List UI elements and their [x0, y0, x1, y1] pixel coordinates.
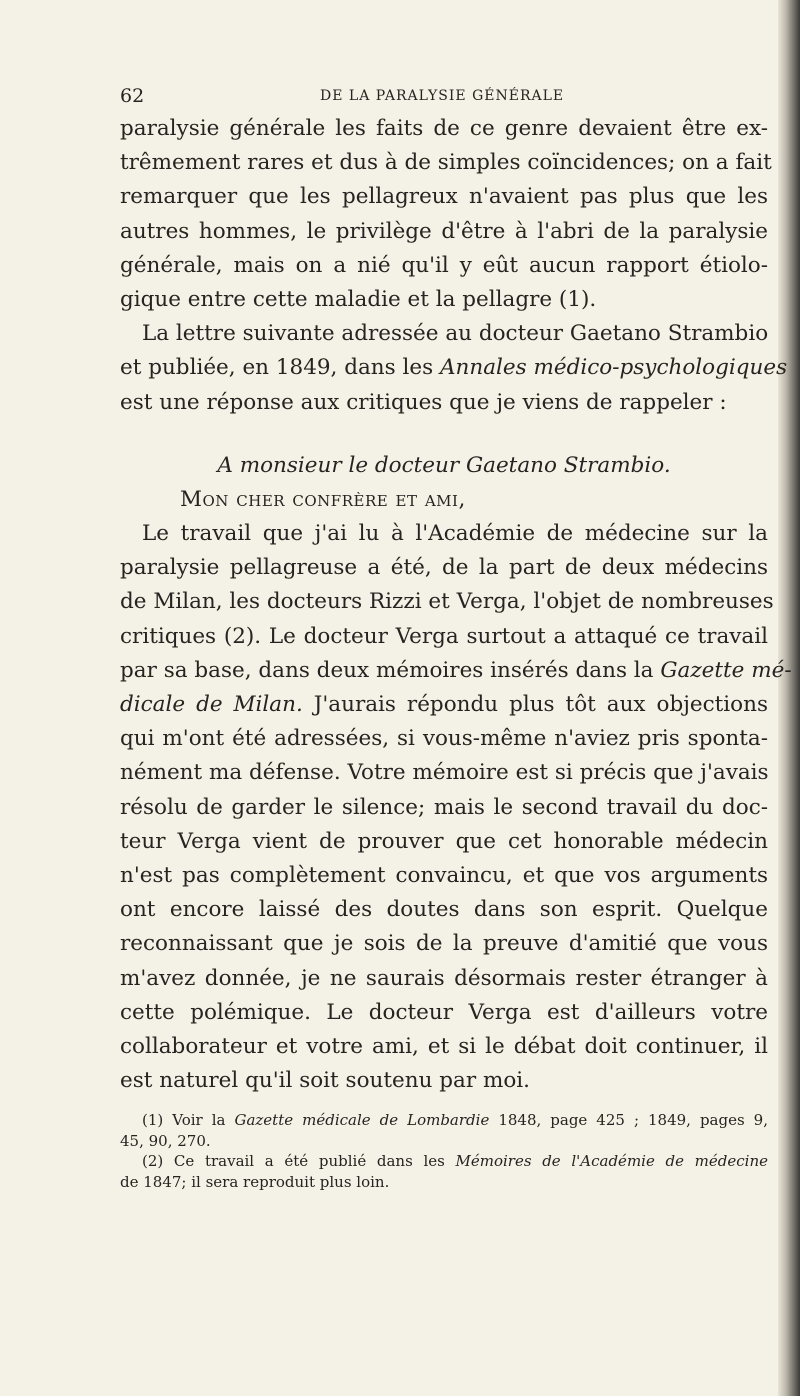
letter-address: [120, 449, 768, 483]
text-line: qui m'ont été adressées, si vous-même n'aviez pris sponta-: [120, 726, 768, 752]
text-line: critiques (2). Le docteur Verga surtout a attaqué ce travail: [120, 623, 768, 649]
text-line: [120, 688, 768, 722]
text-run: par sa base, dans deux mémoires insérés dans la: [120, 657, 661, 683]
text-line: [120, 654, 792, 688]
footnote-2: [120, 1151, 768, 1172]
journal-title: Gazette médicale de Lombardie: [234, 1111, 490, 1129]
text-run: (1) Voir la: [142, 1111, 235, 1129]
footnote-1: [120, 1110, 768, 1131]
text-line: reconnaissant que je sois de la preuve d'amitié que vous: [120, 931, 768, 957]
text-line: cette polémique. Le docteur Verga est d'ailleurs votre: [120, 999, 768, 1025]
text-line: trêmement rares et dus à de simples coïncidences; on a fait: [120, 150, 772, 176]
page-edge-shadow: [778, 0, 800, 1396]
text-line: paralysie générale les faits de ce genre devaient être ex-: [120, 116, 768, 141]
text-line: est une réponse aux critiques que je viens de rappeler :: [120, 389, 727, 415]
footnote-1-continued: 45, 90, 270.: [120, 1131, 211, 1150]
text-run: et publiée, en 1849, dans les: [120, 355, 440, 381]
text-line: est naturel qu'il soit soutenu par moi.: [120, 1068, 530, 1094]
text-line: nément ma défense. Votre mémoire est si précis que j'avais: [120, 760, 769, 786]
text-line: [120, 351, 788, 385]
text-line: collaborateur et votre ami, et si le débat doit continuer, il: [120, 1033, 768, 1059]
text-line: Le travail que j'ai lu à l'Académie de médecine sur la: [142, 521, 768, 547]
body-text: [120, 112, 792, 1098]
text-line: gique entre cette maladie et la pellagre (1).: [120, 286, 597, 312]
text-line: La lettre suivante adressée au docteur Gaetano Strambio: [142, 321, 769, 347]
text-line: de Milan, les docteurs Rizzi et Verga, l'objet de nombreuses: [120, 589, 774, 615]
journal-title: dicale de Milan.: [120, 692, 303, 717]
footnotes: [120, 1110, 768, 1192]
text-line: n'est pas complètement convaincu, et que vos arguments: [120, 862, 768, 888]
text-run: (2) Ce travail a été publié dans les: [142, 1152, 456, 1170]
text-run: 1848, page 425 ; 1849, pages 9,: [489, 1111, 768, 1129]
text-line: résolu de garder le silence; mais le second travail du doc-: [120, 794, 768, 820]
text-line: paralysie pellagreuse a été, de la part de deux médecins: [120, 555, 768, 581]
page-header: [120, 85, 770, 109]
text-line: remarquer que les pellagreux n'avaient pas plus que les: [120, 184, 768, 210]
letter-address-text: A monsieur le docteur Gaetano Strambio.: [217, 452, 671, 478]
journal-title: Mémoires de l'Académie de médecine: [455, 1152, 768, 1170]
letter-salutation: Mon cher confrère et ami,: [180, 486, 466, 512]
page-number: 62: [120, 85, 145, 107]
running-head: DE LA PARALYSIE GÉNÉRALE: [320, 88, 565, 104]
journal-title: Gazette mé-: [660, 657, 792, 683]
text-line: autres hommes, le privilège d'être à l'abri de la paralysie: [120, 218, 768, 244]
journal-title: Annales médico-psychologiques: [440, 355, 788, 381]
text-line: m'avez donnée, je ne saurais désormais rester étranger à: [120, 965, 768, 991]
spacer: [120, 420, 768, 449]
text-line: ont encore laissé des doutes dans son esprit. Quelque: [120, 897, 768, 923]
text-run: J'aurais répondu plus tôt aux objections: [302, 692, 768, 717]
text-line: teur Verga vient de prouver que cet honorable médecin: [120, 828, 768, 854]
text-line: générale, mais on a nié qu'il y eût aucun rapport étiolo-: [120, 252, 768, 278]
footnote-2-continued: de 1847; il sera reproduit plus loin.: [120, 1172, 390, 1191]
